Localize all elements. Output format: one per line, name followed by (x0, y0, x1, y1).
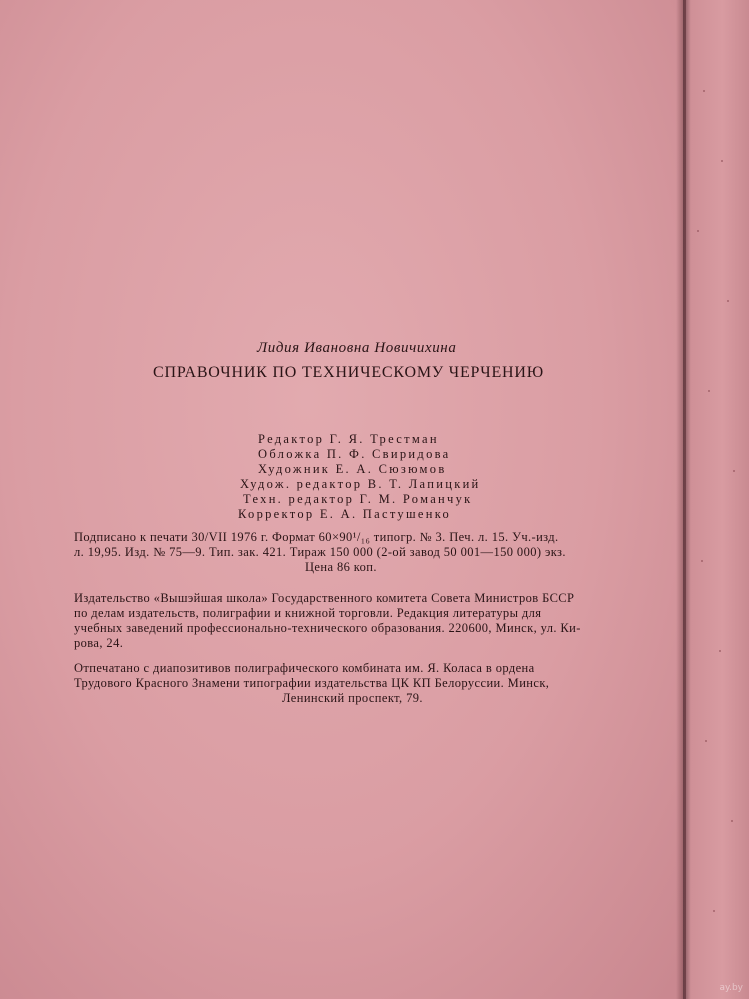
page-edge-shadow (676, 0, 686, 999)
watermark: ay.by (719, 983, 743, 993)
print-info-line: л. 19,95. Изд. № 75—9. Тип. зак. 421. Тираж 150 000 (2-ой завод 50 001—150 000) экз. (74, 545, 566, 559)
author-name: Лидия Ивановна Новичихина (257, 340, 457, 356)
printer-line: Трудового Красного Знамени типографии издательства ЦК КП Белоруссии. Минск, (74, 676, 550, 690)
credit-line: Корректор Е. А. Пастушенко (238, 507, 452, 521)
publisher-line: Издательство «Вышэйшая школа» Государственного комитета Совета Министров БССР (74, 591, 575, 605)
print-info-line: Подписано к печати 30/VII 1976 г. Формат 60×90¹/₁₆ типогр. № 3. Печ. л. 15. Уч.-изд. (74, 530, 559, 544)
adjacent-page-edge (683, 0, 749, 999)
price-line: Цена 86 коп. (305, 560, 377, 574)
publisher-line: по делам издательств, полиграфии и книжной торговли. Редакция литературы для (74, 606, 542, 620)
printer-line: Ленинский проспект, 79. (282, 691, 423, 705)
credit-line: Художник Е. А. Сюзюмов (258, 462, 447, 476)
publisher-line: учебных заведений профессионально-технического образования. 220600, Минск, ул. Ки- (74, 621, 581, 635)
credit-line: Обложка П. Ф. Свиридова (258, 447, 451, 461)
book-title: СПРАВОЧНИК ПО ТЕХНИЧЕСКОМУ ЧЕРЧЕНИЮ (153, 364, 544, 381)
printer-line: Отпечатано с диапозитивов полиграфического комбината им. Я. Коласа в ордена (74, 661, 535, 675)
publisher-line: рова, 24. (74, 636, 124, 650)
credit-line: Техн. редактор Г. М. Романчук (243, 492, 473, 506)
credit-line: Редактор Г. Я. Трестман (258, 432, 439, 446)
credit-line: Худож. редактор В. Т. Лапицкий (240, 477, 481, 491)
